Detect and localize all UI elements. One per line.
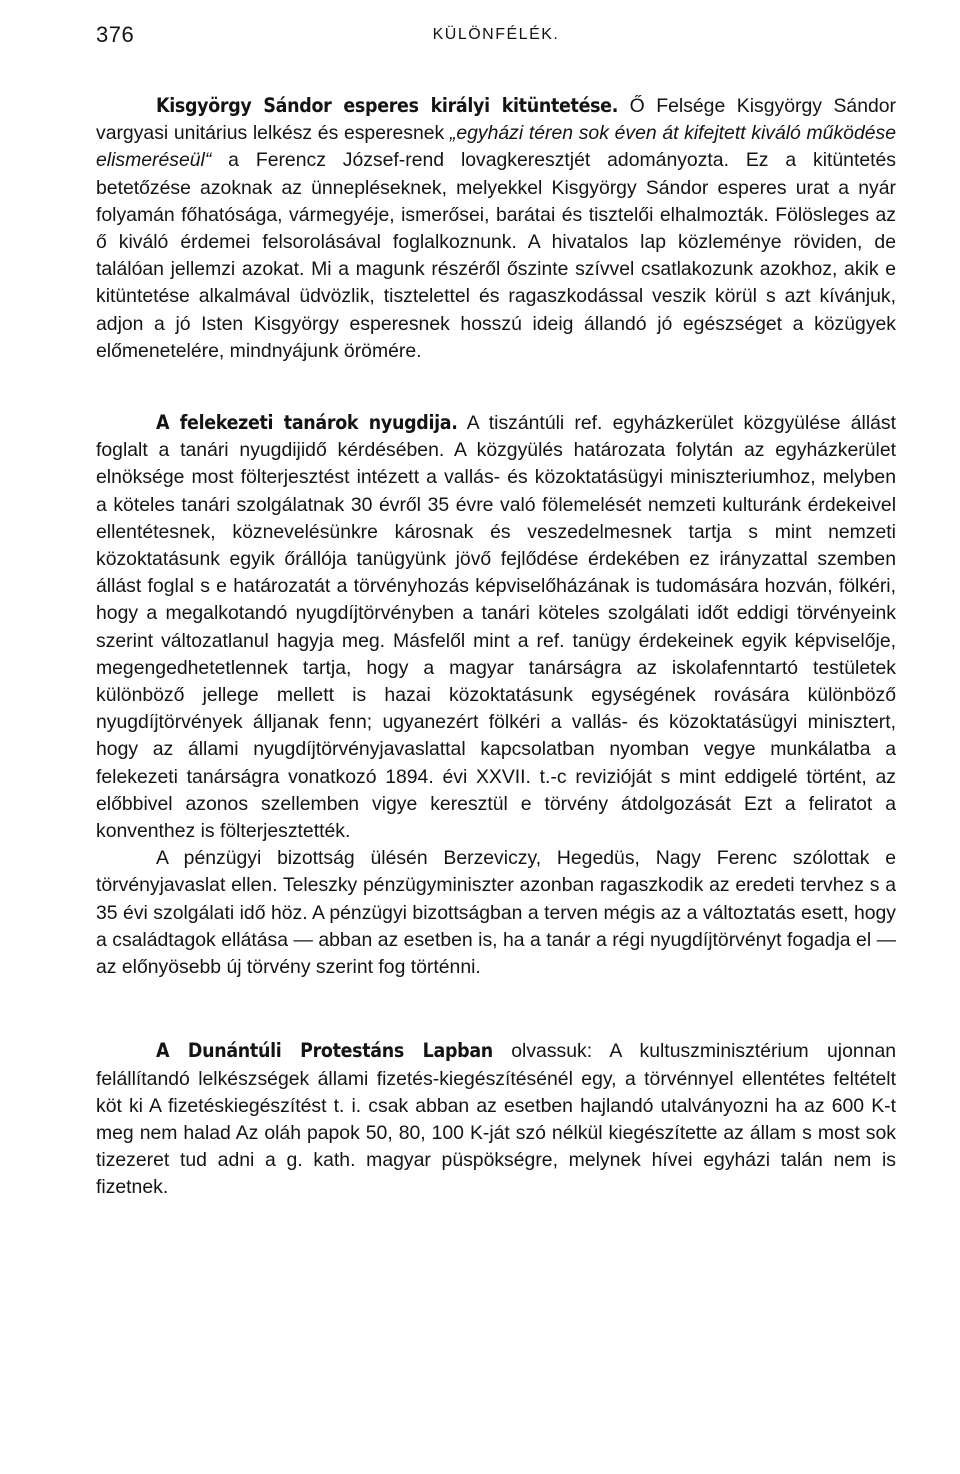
paragraph-text: A pénzügyi bizottság ülésén Berzeviczy, Hegedüs, Nagy Ferenc szólottak e törvényjavaslat ellen. Teleszky pénzügyminiszter azonban ragaszkodik az eredeti tervhez s a 35 évi szolgálati idő höz. A pénzügyi bizottságban a terven mégis az a változtatás esett, hogy a családtagok ellátása — abban az esetben is, ha a tanár a régi nyugdíjtörvényt fogadja el — az előnyösebb új törvény szerint fog történni. bbox=[96, 847, 896, 979]
page bbox=[96, 20, 896, 1202]
page-header bbox=[96, 20, 896, 50]
article-dunantuli-protestans-lap bbox=[96, 1037, 896, 1201]
article-heading: Kisgyörgy Sándor esperes királyi kitüntetése. bbox=[156, 94, 619, 117]
article-paragraph bbox=[96, 409, 896, 845]
paragraph-text: Ő Felsége Kisgyörgy Sándor vargyasi unitárius lelkész és esperesnek bbox=[96, 95, 896, 145]
paragraph-text: olvassuk: A kultuszminisztérium ujonnan felállítandó lelkészségek állami fizetés-kiegészítésénél egy, a törvénnyel ellentétes feltételt köt ki A fizetéskiegészítést t. i. csak abban az esetben hajlandó utalványozni ha az 600 K-t meg nem halad Az oláh papok 50, 80, 100 K-ját szó nélkül kiegészítette az állam s most sok tizezeret tud adni a g. kath. magyar püspökségre, melynek hívei egyházi talán nem is fizetnek. bbox=[96, 1040, 897, 1199]
article-teachers-pension bbox=[96, 409, 896, 981]
article-kisgyorgy-decoration bbox=[96, 92, 896, 365]
article-paragraph bbox=[96, 845, 896, 981]
running-head: KÜLÖNFÉLÉK. bbox=[432, 26, 560, 43]
article-heading: A Dunántúli Protestáns Lapban bbox=[156, 1039, 493, 1063]
page-number: 376 bbox=[96, 22, 135, 47]
paragraph-text: A tiszántúli ref. egyházkerület közgyülése állást foglalt a tanári nyugdijidő kérdésében. A közgyülés határozata folytán az egyházkerület elnöksége most fölterjesztést intézett a vallás- és közoktatásügyi miniszteriumhoz, melyben a köteles tanári szolgálatnak 30 évről 35 évre való fölemelését nemzeti kulturánk érdekeivel ellentétesnek, köznevelésünkre károsnak és veszedelmesnek tartja s mint nemzeti közoktatásunk egyik őrállója tanügyünk jövő fejlődése érdekében ez irányzattal szemben állást foglal s e határozatát a törvényhozás képviselőházának is tudomására hozván, fölkéri, hogy a megalkotandó nyugdíjtörvényben a tanári köteles szolgálati időt eddigi törvényeink szerint változatlanul hagyja meg. Másfelől mint a ref. tanügy érdekeinek egyik képviselője, megengedhetetlennek tartja, hogy a magyar tanárságra az iskolafenntartó testületek különböző jellege mellett is hazai közoktatásunk egységének rovására különböző nyugdíjtörvények álljanak fenn; ugyanezért fölkéri a vallás- és közoktatásügyi minisztert, hogy az állami nyugdíjtörvényjavaslattal kapcsolatban nyomban vegye munkálatba a felekezeti tanárságra vonatkozó 1894. évi XXVII. t.-c revizióját s mint eddigelé történt, az előbbivel azonos szellemben vigye keresztül e törvény átdolgozását Ezt a feliratot a konventhez is fölterjesztették. bbox=[96, 412, 896, 843]
paragraph-text: a Ferencz József-rend lovagkeresztjét adományozta. Ez a kitüntetés betetőzése azoknak az ünnepléseknek, melyekkel Kisgyörgy Sándor esperes urat a nyár folyamán főhatósága, vármegyéje, ismerősei, barátai és tisztelői elhalmozták. Fölösleges az ő kiváló érdemei felsorolásával foglalkoznunk. A hivatalos lap közleménye röviden, de találóan jellemzi azokat. Mi a magunk részéről őszinte szívvel csatlakozunk azokhoz, akik e kitüntetése alkalmával üdvözlik, tisztelettel és ragaszkodással veszik körül s azt kívánjuk, adjon a jó Isten Kisgyörgy esperesnek hosszú ideig állandó jó egészséget a közügyek előmenetelére, mindnyájunk örömére. bbox=[96, 149, 896, 362]
article-heading: A felekezeti tanárok nyugdija. bbox=[156, 411, 458, 435]
article-paragraph bbox=[96, 1037, 896, 1201]
quoted-citation: „egyházi téren sok éven át kifejtett kiváló működése elismeréseül“ bbox=[96, 122, 896, 172]
article-paragraph bbox=[96, 92, 896, 365]
